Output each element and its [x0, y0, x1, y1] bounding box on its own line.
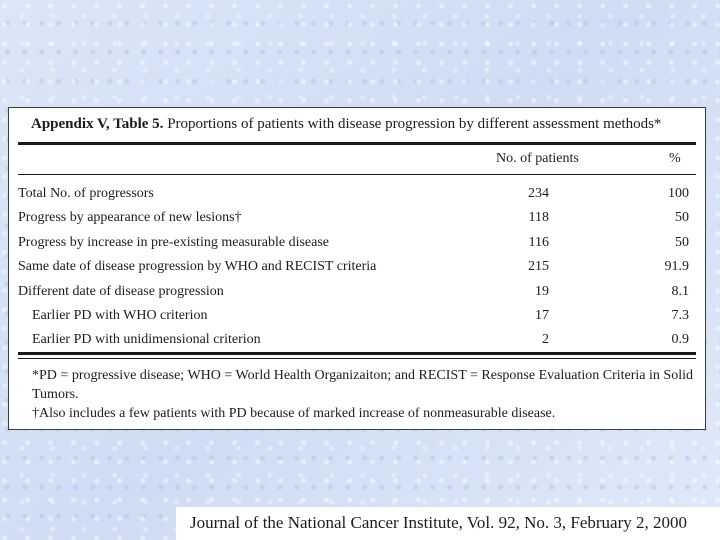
table-row: [9, 184, 705, 208]
bottom-rule-2: [18, 358, 696, 359]
column-header-patients: No. of patients: [496, 151, 579, 166]
row-label: Progress by increase in pre-existing measurable disease: [18, 234, 330, 250]
table-title: [31, 116, 661, 133]
table-title-bold: Appendix V, Table 5.: [31, 116, 164, 132]
table-card: [8, 107, 706, 430]
header-rule: [18, 174, 696, 175]
column-header-percent: %: [669, 151, 681, 166]
row-label: Earlier PD with WHO criterion: [32, 307, 208, 323]
table-title-text: Proportions of patients with disease progression by different assessment methods*: [163, 116, 662, 132]
row-percent: 0.9: [671, 332, 689, 348]
footnote-abbreviations: *PD = progressive disease; WHO = World Health Organizaiton; and RECIST = Response Evaluation Criteria in Solid Tumors.: [32, 368, 693, 402]
row-patients: 19: [535, 283, 549, 299]
row-patients: 2: [542, 332, 549, 348]
row-patients: 17: [535, 307, 549, 323]
table-row: [9, 233, 705, 257]
row-percent: 7.3: [671, 307, 689, 323]
row-patients: 234: [528, 186, 549, 201]
table-row: [9, 282, 705, 306]
row-percent: 100: [668, 186, 689, 201]
table-body: [9, 184, 705, 355]
table-row: [9, 208, 705, 232]
row-patients: 118: [528, 210, 549, 226]
row-label: Earlier PD with unidimensional criterion: [32, 332, 261, 348]
row-patients: 116: [528, 234, 549, 250]
row-percent: 91.9: [664, 259, 689, 275]
row-label: Progress by appearance of new lesions†: [18, 210, 242, 226]
row-label: Same date of disease progression by WHO and RECIST criteria: [18, 259, 377, 275]
journal-citation: Journal of the National Cancer Institute, Vol. 92, No. 3, February 2, 2000: [176, 507, 720, 540]
table-row: [9, 257, 705, 281]
row-patients: 215: [528, 259, 549, 275]
footnote-dagger: †Also includes a few patients with PD because of marked increase of nonmeasurable disease.: [32, 406, 556, 421]
row-percent: 50: [675, 234, 689, 250]
row-label: Total No. of progressors: [18, 186, 154, 201]
row-percent: 8.1: [671, 283, 689, 299]
row-percent: 50: [675, 210, 689, 226]
bottom-rule-1: [18, 352, 696, 355]
table-row: [9, 306, 705, 330]
row-label: Different date of disease progression: [18, 283, 224, 299]
top-rule: [18, 142, 696, 145]
